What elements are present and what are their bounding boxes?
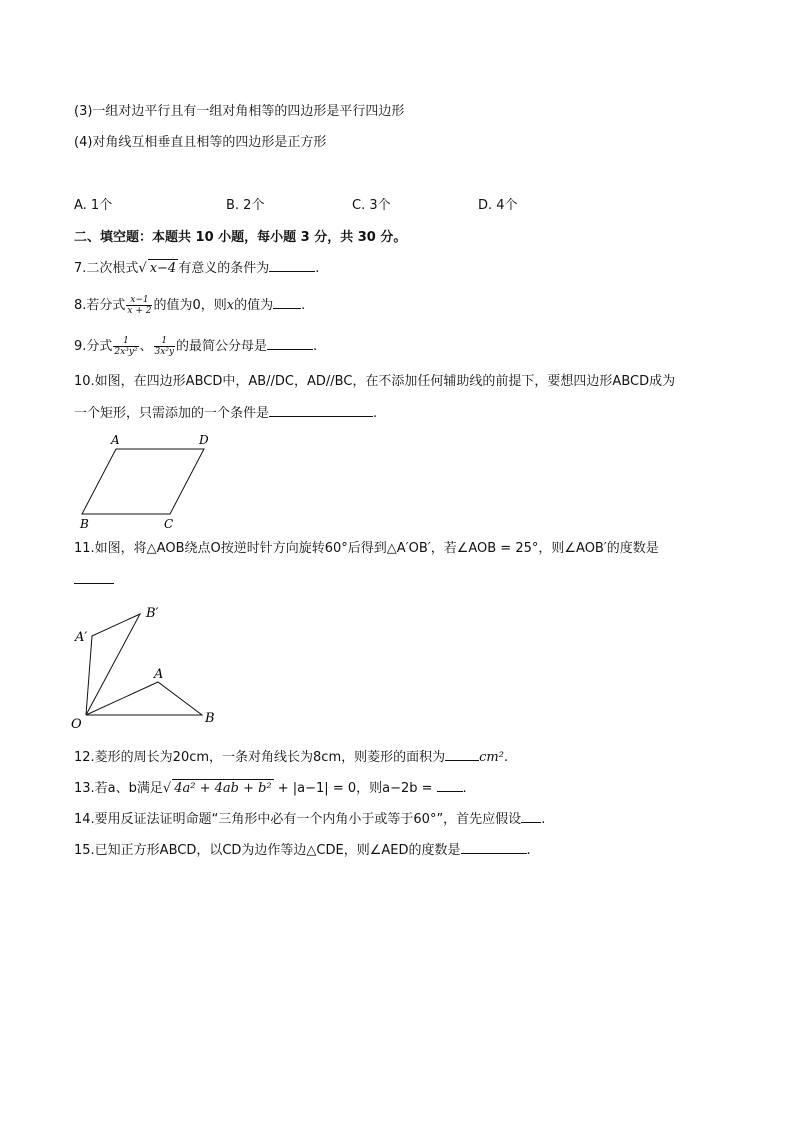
q12-unit: cm²: [479, 750, 504, 765]
q13-prefix: 13.若a、b满足: [74, 781, 163, 796]
question-12: [74, 748, 508, 767]
label-A: A: [111, 433, 120, 447]
triangle-AOB: [86, 682, 202, 715]
question-11-line-2: [74, 571, 114, 590]
question-11-line-1: 11.如图，将△AOB绕点O按逆时针方向旋转60°后得到△A′OB′，若∠AOB = 25°，则∠AOB′的度数是: [74, 541, 659, 556]
q9-sep: 、: [139, 339, 153, 354]
label-A-prime: A′: [75, 630, 88, 645]
q10-end: .: [373, 406, 378, 421]
q7-prefix: 7.二次根式: [74, 261, 139, 276]
answer-blank-8[interactable]: [273, 296, 301, 309]
answer-blank-14[interactable]: [521, 810, 541, 823]
question-8: [74, 295, 305, 316]
q15-end: .: [526, 843, 531, 858]
sqrt-sign: √: [162, 781, 172, 796]
q7-radicand: x−4: [149, 261, 177, 276]
parallelogram-shape: [82, 449, 204, 514]
triangle-A1OB1: [86, 614, 140, 715]
answer-blank-9[interactable]: [267, 337, 313, 350]
q8-suffix: 的值为: [234, 298, 274, 313]
sqrt-sign: √: [138, 261, 147, 276]
label-B-prime: B′: [146, 606, 159, 621]
q14-text: 14.要用反证法证明命题“三角形中必有一个内角小于或等于60°”，首先应假设: [74, 812, 522, 827]
option-d[interactable]: D. 4个: [478, 198, 518, 213]
option-b[interactable]: B. 2个: [226, 198, 265, 213]
q8-numerator: x−1: [126, 295, 152, 306]
section-heading: 二、填空题：本题共 10 小题，每小题 3 分，共 30 分。: [74, 230, 407, 245]
q13-end: .: [462, 781, 467, 796]
question-7: [74, 259, 319, 278]
question-15: [74, 841, 531, 860]
answer-blank-7[interactable]: [269, 259, 315, 272]
q9-fraction-2: [154, 336, 176, 357]
q9-f2-den: 3x²y: [154, 347, 175, 357]
label-B: B: [80, 517, 89, 531]
q9-f1-den: 2x³y²: [114, 347, 138, 357]
q8-end: .: [301, 298, 306, 313]
q9-end: .: [313, 339, 318, 354]
question-10-line-2: [74, 404, 377, 423]
q7-end: .: [315, 261, 320, 276]
q8-denominator: x + 2: [127, 306, 152, 316]
option-a[interactable]: A. 1个: [74, 198, 113, 213]
question-10-line-1: 10.如图，在四边形ABCD中，AB//DC，AD//BC，在不添加任何辅助线的前提下，要想四边形ABCD成为: [74, 374, 676, 389]
label-C: C: [164, 517, 174, 531]
q8-prefix: 8.若分式: [74, 298, 126, 313]
answer-blank-15[interactable]: [461, 841, 527, 854]
q10-line2-text: 一个矩形，只需添加的一个条件是: [74, 406, 270, 421]
answer-blank-13[interactable]: [437, 779, 463, 792]
answer-blank-11[interactable]: [74, 571, 114, 584]
label-D: D: [199, 433, 209, 447]
label-A: A: [154, 667, 164, 682]
answer-blank-10[interactable]: [269, 404, 373, 417]
question-13: [74, 779, 467, 798]
q9-suffix: 的最简公分母是: [176, 339, 268, 354]
q13-rest: + |a−1| = 0，则a−2b =: [273, 781, 433, 796]
parallelogram-figure: [74, 430, 224, 534]
statement-2: (3)一组对边平行且有一组对角相等的四边形是平行四边形: [74, 104, 405, 119]
answer-blank-12[interactable]: [445, 748, 479, 761]
q9-f1-num: 1: [113, 336, 138, 347]
q14-end: .: [541, 812, 546, 827]
rotation-figure: [70, 598, 230, 730]
q9-fraction-1: [113, 336, 138, 357]
label-O: O: [71, 717, 82, 730]
q8-mid: 的值为0，则: [153, 298, 227, 313]
q12-text: 12.菱形的周长为20cm，一条对角线长为8cm，则菱形的面积为: [74, 750, 446, 765]
q7-suffix: 有意义的条件为: [178, 261, 270, 276]
question-14: [74, 810, 545, 829]
q13-radicand: 4a² + 4ab + b²: [174, 781, 272, 796]
label-B: B: [205, 711, 215, 726]
option-c[interactable]: C. 3个: [352, 198, 391, 213]
q9-prefix: 9.分式: [74, 339, 113, 354]
question-9: [74, 336, 317, 357]
q9-f2-num: 1: [154, 336, 176, 347]
q15-text: 15.已知正方形ABCD，以CD为边作等边△CDE，则∠AED的度数是: [74, 843, 461, 858]
statement-3: (4)对角线互相垂直且相等的四边形是正方形: [74, 135, 327, 150]
q12-end: .: [503, 750, 509, 765]
q8-fraction: [126, 295, 152, 316]
q8-var: x: [226, 298, 235, 313]
